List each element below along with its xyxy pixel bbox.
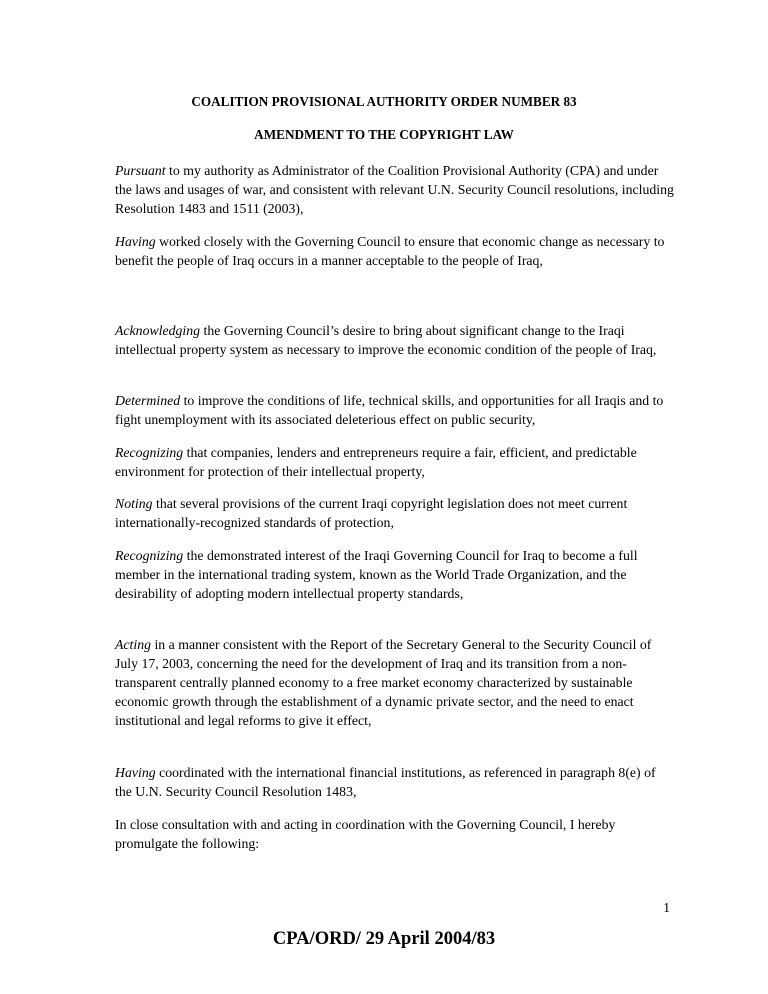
paragraph-determined (115, 391, 675, 429)
paragraph-text: to improve the conditions of life, technical skills, and opportunities for all Iraqis and to fight unemployment with its associated deleterious effect on public security, (115, 393, 664, 427)
paragraph-lead: Having (115, 765, 156, 780)
paragraph-lead: Having (115, 234, 156, 249)
paragraph-text: in a manner consistent with the Report of the Secretary General to the Security Council of July 17, 2003, concerning the need for the development of Iraq and its transition from a non-transparent centrally planned economy to a free market economy characterized by sustainable economic growth through the establishment of a dynamic private sector, and the need to enact institutional and legal reforms to give it effect, (115, 637, 652, 728)
paragraph-text: In close consultation with and acting in coordination with the Governing Council, I hereby promulgate the following: (115, 817, 616, 851)
paragraph-lead: Noting (115, 496, 153, 511)
paragraph-lead: Pursuant (115, 163, 166, 178)
paragraph-noting (115, 494, 675, 532)
paragraph-lead: Determined (115, 393, 181, 408)
paragraph-text: the Governing Council’s desire to bring about significant change to the Iraqi intellectual property system as necessary to improve the economic condition of the people of Iraq, (115, 323, 657, 357)
order-title: COALITION PROVISIONAL AUTHORITY ORDER NUMBER 83 (191, 94, 577, 109)
paragraph-recognizing-wto (115, 546, 675, 603)
page-number: 1 (663, 900, 670, 915)
paragraph-lead: Acknowledging (115, 323, 201, 338)
paragraph-having-coordinated (115, 763, 675, 801)
paragraph-pursuant (115, 161, 675, 218)
paragraph-text: coordinated with the international financial institutions, as referenced in paragraph 8(e) of the U.N. Security Council Resolution 1483, (115, 765, 656, 799)
paragraph-acknowledging (115, 321, 675, 359)
paragraph-lead: Acting (115, 637, 152, 652)
paragraph-text: to my authority as Administrator of the Coalition Provisional Authority (CPA) and under the laws and usages of war, and consistent with relevant U.N. Security Council resolutions, including Resolution 1483 and 1511 (2003), (115, 163, 674, 216)
document-footer: CPA/ORD/ 29 April 2004/83 (272, 929, 496, 949)
paragraph-text: worked closely with the Governing Council to ensure that economic change as necessary to benefit the people of Iraq occurs in a manner acceptable to the people of Iraq, (115, 234, 665, 268)
paragraph-promulgation (115, 815, 675, 853)
paragraph-text: that companies, lenders and entrepreneurs require a fair, efficient, and predictable environment for protection of their intellectual property, (115, 445, 637, 479)
paragraph-having-worked (115, 232, 675, 270)
paragraph-text: the demonstrated interest of the Iraqi Governing Council for Iraq to become a full member in the international trading system, known as the World Trade Organization, and the desirability of adopting modern intellectual property standards, (115, 548, 638, 601)
paragraph-acting (115, 635, 675, 730)
order-subtitle: AMENDMENT TO THE COPYRIGHT LAW (254, 127, 514, 142)
paragraph-lead: Recognizing (115, 548, 184, 563)
paragraph-recognizing-environment (115, 443, 675, 481)
paragraph-lead: Recognizing (115, 445, 184, 460)
paragraph-text: that several provisions of the current Iraqi copyright legislation does not meet current internationally-recognized standards of protection, (115, 496, 628, 530)
